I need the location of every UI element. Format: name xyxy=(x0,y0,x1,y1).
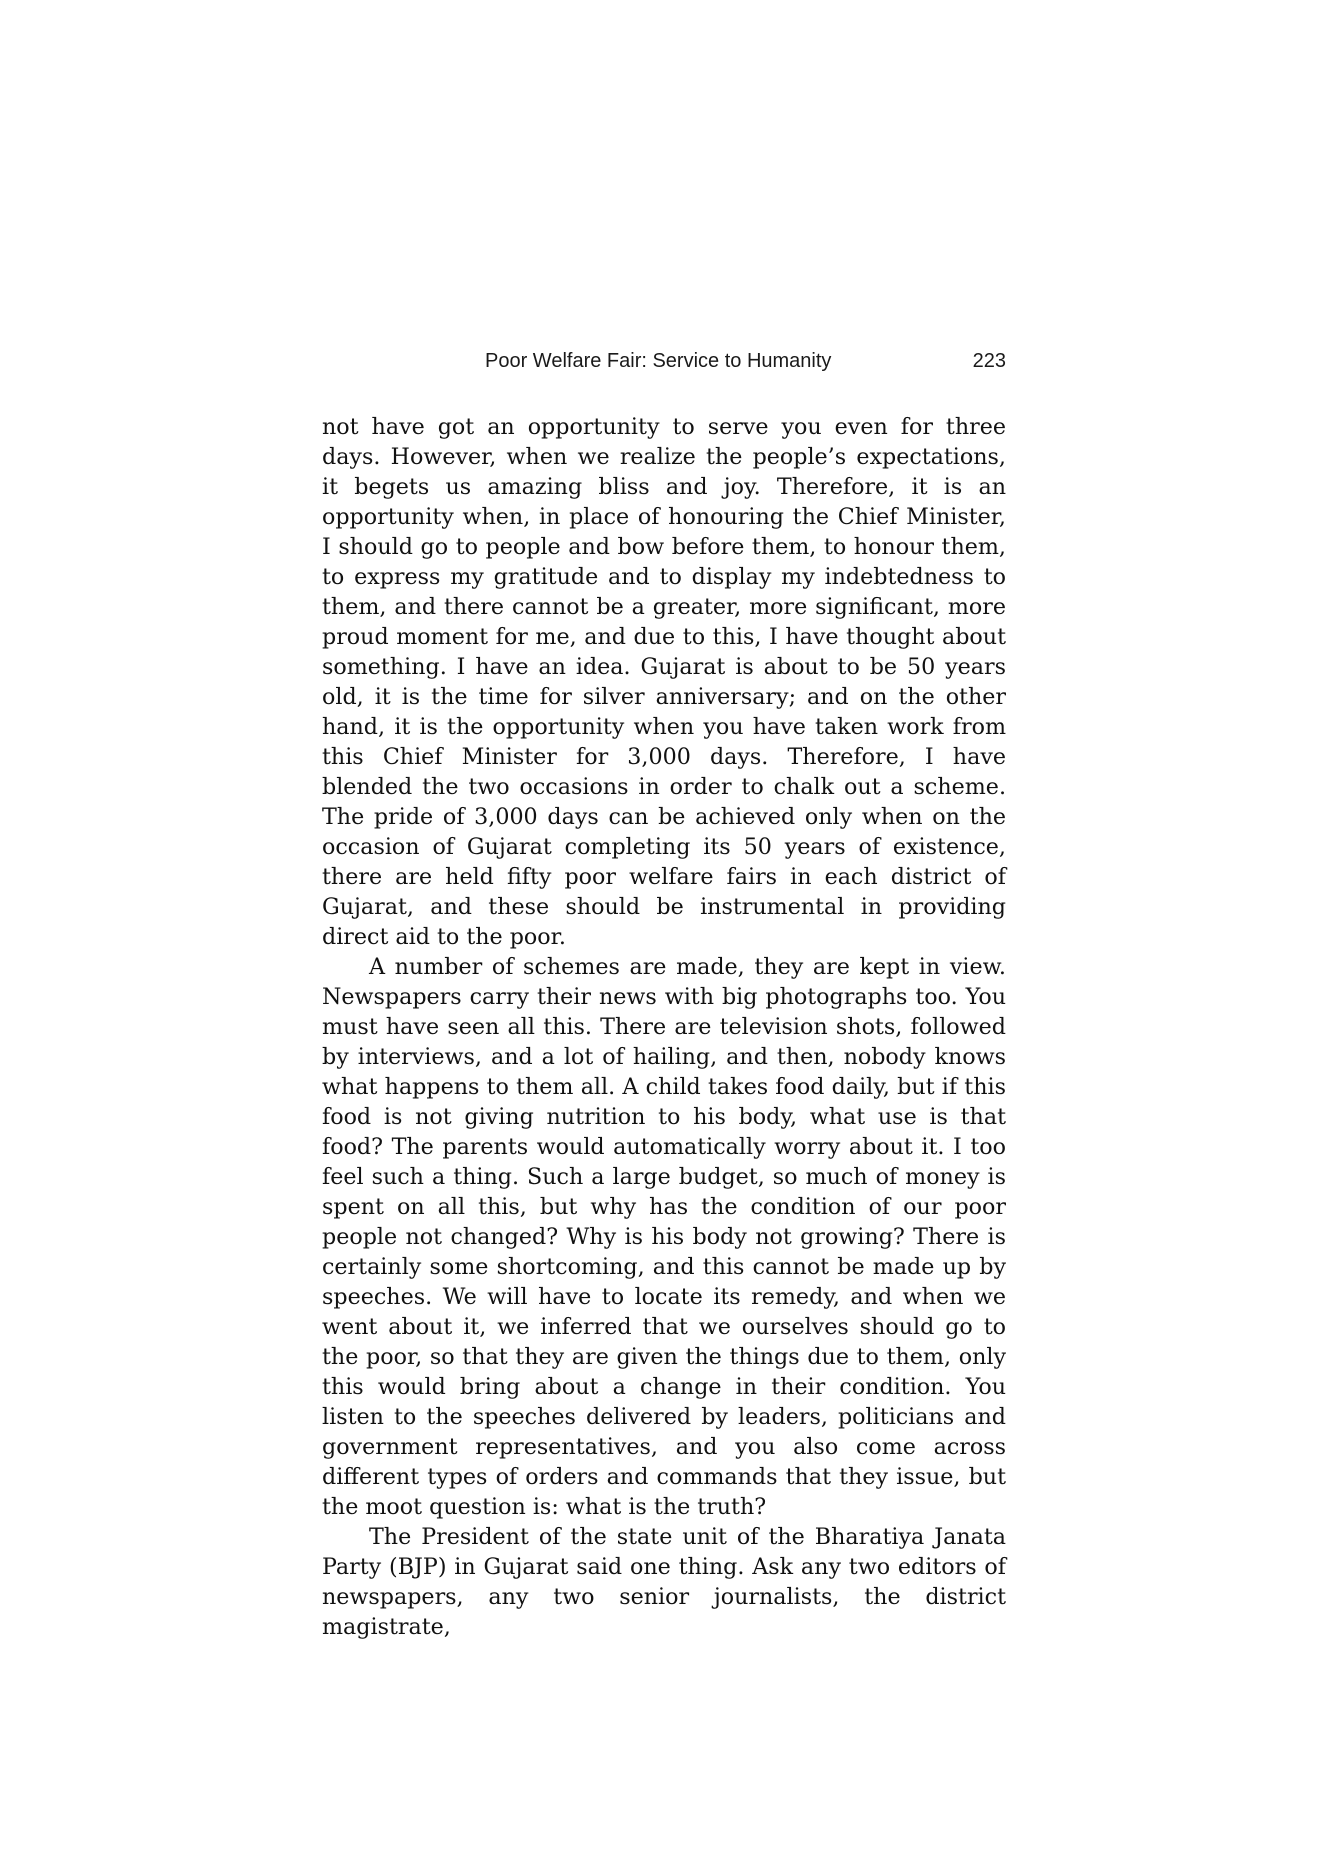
body-text xyxy=(322,412,1006,1642)
running-head xyxy=(322,350,1006,380)
paragraph-2: A number of schemes are made, they are kept in view. Newspapers carry their news with big photographs too. You must have seen all this. There are television shots, followed by interviews, and a lot of hailing, and then, nobody knows what happens to them all. A child takes food daily, but if this food is not giving nutrition to his body, what use is that food? The parents would automatically worry about it. I too feel such a thing. Such a large budget, so much of money is spent on all this, but why has the condition of our poor people not changed? Why is his body not growing? There is certainly some shortcoming, and this cannot be made up by speeches. We will have to locate its remedy, and when we went about it, we inferred that we ourselves should go to the poor, so that they are given the things due to them, only this would bring about a change in their condition. You listen to the speeches delivered by leaders, politicians and government representatives, and you also come across different types of orders and commands that they issue, but the moot question is: what is the truth? xyxy=(322,954,1006,1520)
page-number: 223 xyxy=(972,350,1006,372)
running-title: Poor Welfare Fair: Service to Humanity xyxy=(485,350,832,372)
paragraph-1: not have got an opportunity to serve you even for three days. However, when we realize the people’s expectations, it begets us amazing bliss and joy. Therefore, it is an opportunity when, in place of honouring the Chief Minister, I should go to people and bow before them, to honour them, to express my gratitude and to display my indebtedness to them, and there cannot be a greater, more significant, more proud moment for me, and due to this, I have thought about something. I have an idea. Gujarat is about to be 50 years old, it is the time for silver anniversary; and on the other hand, it is the opportunity when you have taken work from this Chief Minister for 3,000 days. Therefore, I have blended the two occasions in order to chalk out a scheme. The pride of 3,000 days can be achieved only when on the occasion of Gujarat completing its 50 years of existence, there are held fifty poor welfare fairs in each district of Gujarat, and these should be instrumental in providing direct aid to the poor. xyxy=(322,414,1006,950)
paragraph-3: The President of the state unit of the Bharatiya Janata Party (BJP) in Gujarat said one thing. Ask any two editors of newspapers, any two senior journalists, the district magistrate, xyxy=(322,1524,1006,1640)
